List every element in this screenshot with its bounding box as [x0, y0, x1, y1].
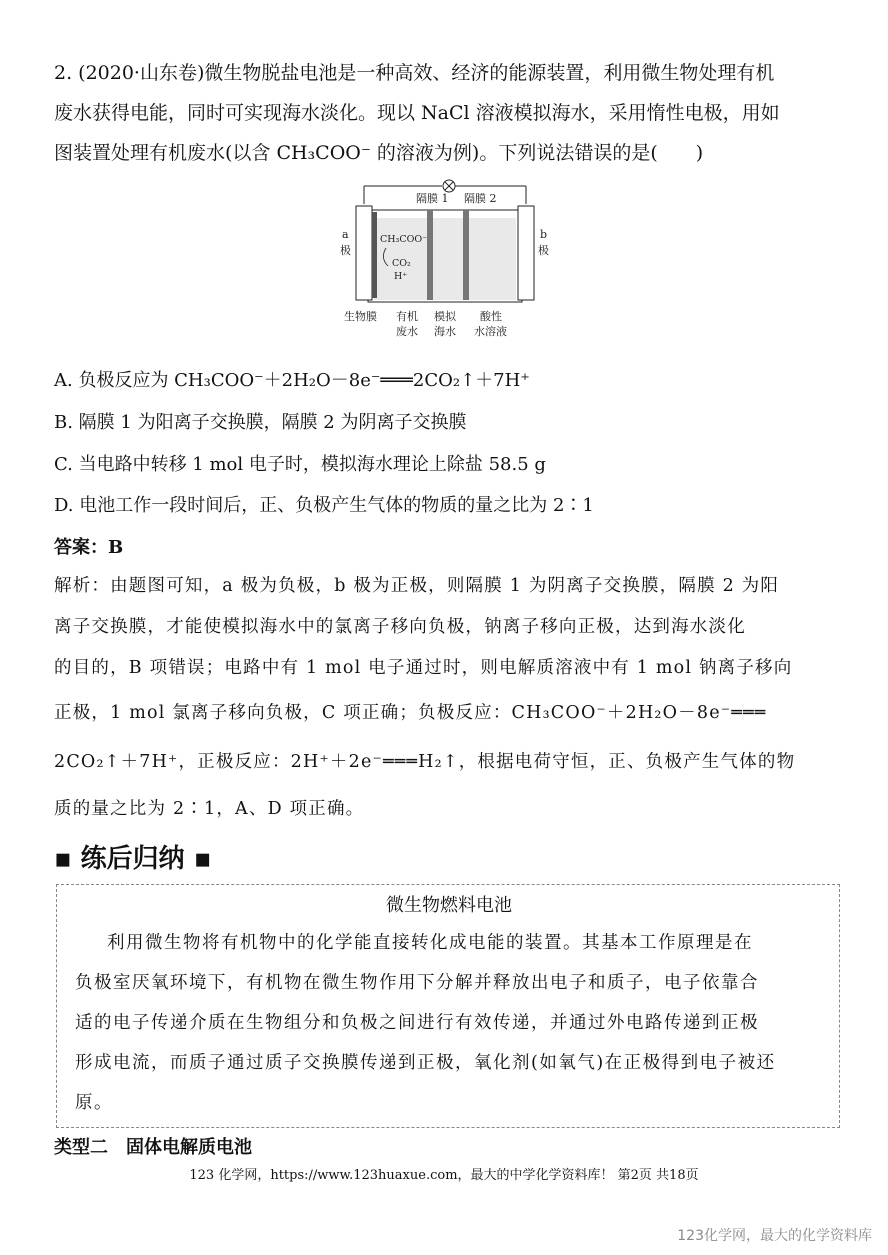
- option-c: C. 当电路中转移 1 mol 电子时，模拟海水理论上除盐 58.5 g: [54, 454, 546, 475]
- electrode-a-letter: a: [342, 228, 349, 241]
- explanation-line-4: 正极，1 mol 氯离子移向负极，C 项正确；负极反应：CH₃COO⁻＋2H₂O－8e⁻═══: [54, 703, 767, 723]
- explanation-line-6: 质的量之比为 2∶1，A、D 项正确。: [54, 799, 365, 819]
- membrane-1-label: 隔膜 1: [416, 192, 449, 205]
- option-a: A. 负极反应为 CH₃COO⁻＋2H₂O－8e⁻═══2CO₂↑＋7H⁺: [54, 370, 530, 391]
- gas-label: CO₂: [392, 258, 411, 269]
- summary-line-1: 利用微生物将有机物中的化学能直接转化成电能的装置。其基本工作原理是在: [107, 933, 753, 953]
- summary-line-3: 适的电子传递介质在生物组分和负极之间进行有效传递，并通过外电路传递到正极: [75, 1013, 759, 1033]
- membrane-1: [427, 210, 433, 300]
- answer: 答案：B: [54, 537, 124, 558]
- summary-line-2: 负极室厌氧环境下，有机物在微生物作用下分解并释放出电子和质子，电子依靠合: [75, 973, 759, 993]
- chamber2-label-2: 海水: [434, 325, 456, 338]
- explanation-line-2: 离子交换膜，才能使模拟海水中的氯离子移向负极，钠离子移向正极，达到海水淡化: [54, 617, 746, 637]
- page-footer: 123 化学网，https://www.123huaxue.com，最大的中学化学资料库！ 第2页 共18页: [189, 1168, 699, 1183]
- summary-line-4: 形成电流，而质子通过质子交换膜传递到正极，氧化剂(如氧气)在正极得到电子被还: [75, 1053, 776, 1073]
- electrode-a-label: 极: [340, 244, 351, 257]
- question-line-1: 2. (2020·山东卷)微生物脱盐电池是一种高效、经济的能源装置，利用微生物处理有机: [54, 62, 775, 84]
- explanation-line-1: 解析：由题图可知，a 极为负极，b 极为正极，则隔膜 1 为阴离子交换膜，隔膜 2 为阳: [54, 576, 780, 596]
- option-d: D. 电池工作一段时间后，正、负极产生气体的物质的量之比为 2∶1: [54, 495, 594, 516]
- electrode-b-label: 极: [538, 244, 549, 257]
- summary-line-5: 原。: [75, 1093, 113, 1113]
- bio-film: [372, 212, 377, 298]
- question-line-3: 图装置处理有机废水(以含 CH₃COO⁻ 的溶液为例)。下列说法错误的是( ): [54, 142, 704, 164]
- section-type-2: 类型二 固体电解质电池: [54, 1137, 252, 1158]
- chamber3-label-1: 酸性: [480, 310, 502, 323]
- chamber1-label-1: 有机: [396, 310, 418, 323]
- option-b: B. 隔膜 1 为阳离子交换膜，隔膜 2 为阴离子交换膜: [54, 412, 467, 433]
- chamber1-label-2: 废水: [396, 325, 418, 338]
- chamber3-label-2: 水溶液: [474, 325, 507, 338]
- membrane-2-label: 隔膜 2: [464, 192, 497, 205]
- question-line-2: 废水获得电能，同时可实现海水淡化。现以 NaCl 溶液模拟海水，采用惰性电极，用如: [54, 102, 780, 124]
- summary-box: [56, 884, 840, 1128]
- watermark: 123化学网，最大的化学资料库: [677, 1228, 872, 1244]
- proton-label: H⁺: [394, 271, 408, 282]
- battery-diagram: [330, 178, 560, 348]
- explanation-line-3: 的目的，B 项错误；电路中有 1 mol 电子通过时，则电解质溶液中有 1 mol 钠离子移向: [54, 658, 793, 678]
- ion-label: CH₃COO⁻: [380, 234, 428, 245]
- summary-heading: ▪ 练后归纳 ▪: [54, 844, 212, 874]
- membrane-2: [463, 210, 469, 300]
- electrode-b-letter: b: [540, 228, 548, 241]
- summary-box-title: 微生物燃料电池: [386, 895, 512, 916]
- chamber2-label-1: 模拟: [434, 310, 456, 323]
- electrode-a: [356, 206, 372, 300]
- bio-film-label: 生物膜: [344, 310, 377, 323]
- explanation-line-5: 2CO₂↑＋7H⁺，正极反应：2H⁺＋2e⁻═══H₂↑，根据电荷守恒，正、负极产生气体的物: [54, 752, 796, 772]
- electrode-b: [518, 206, 534, 300]
